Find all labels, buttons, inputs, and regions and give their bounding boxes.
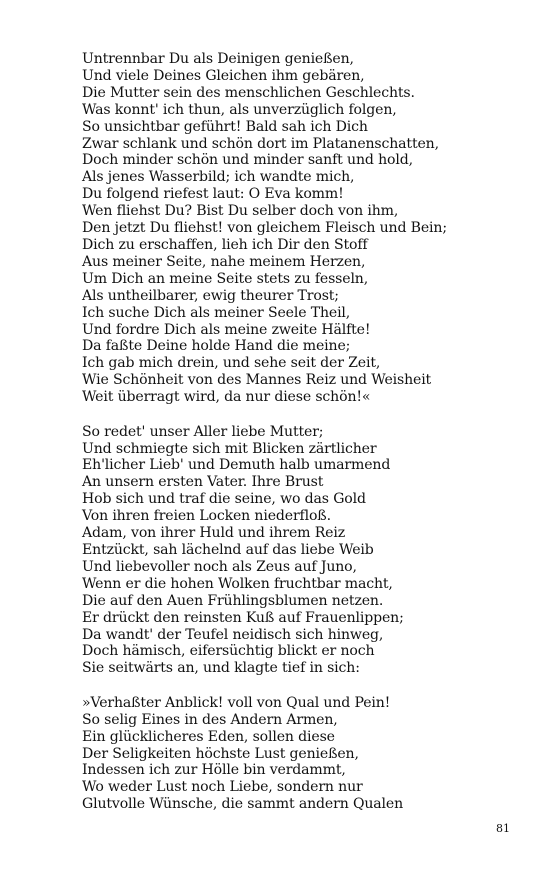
stanza-1 [82, 51, 522, 406]
verse-line: Die auf den Auen Frühlingsblumen netzen. [82, 592, 384, 609]
verse-line: Wen fliehst Du? Bist Du selber doch von ihm, [82, 203, 399, 220]
verse-line: Als jenes Wasserbild; ich wandte mich, [82, 169, 355, 186]
verse-line: Indessen ich zur Hölle bin verdammt, [82, 762, 346, 779]
verse-line: So unsichtbar geführt! Bald sah ich Dich [82, 118, 368, 135]
verse-line: Er drückt den reinsten Kuß auf Frauenlippen; [82, 609, 404, 626]
verse-line: Den jetzt Du fliehst! von gleichem Fleisch und Bein; [82, 220, 447, 237]
poem-text [82, 51, 522, 813]
stanza-2 [82, 424, 522, 678]
verse-line: Ich gab mich drein, und sehe seit der Zeit, [82, 355, 381, 372]
verse-line: Ich suche Dich als meiner Seele Theil, [82, 304, 351, 321]
verse-line: An unsern ersten Vater. Ihre Brust [82, 474, 324, 491]
verse-line: Aus meiner Seite, nahe meinem Herzen, [82, 253, 366, 270]
verse-line: »Verhaßter Anblick! voll von Qual und Pein! [82, 694, 391, 711]
verse-line: Wenn er die hohen Wolken fruchtbar macht, [82, 575, 393, 592]
verse-line: Doch minder schön und minder sanft und hold, [82, 152, 413, 169]
verse-line: Ein glücklicheres Eden, sollen diese [82, 728, 335, 745]
verse-line: Dich zu erschaffen, lieh ich Dir den Stoff [82, 236, 368, 253]
verse-line: So redet' unser Aller liebe Mutter; [82, 423, 324, 440]
stanza-3 [82, 695, 522, 813]
verse-line: Wie Schönheit von des Mannes Reiz und Weisheit [82, 372, 432, 389]
verse-line: Wo weder Lust noch Liebe, sondern nur [82, 779, 363, 796]
verse-line: Und viele Deines Gleichen ihm gebären, [82, 67, 365, 84]
verse-line: Doch hämisch, eifersüchtig blickt er noch [82, 643, 375, 660]
verse-line: Sie seitwärts an, und klagte tief in sich: [82, 660, 360, 677]
verse-line: Du folgend riefest laut: O Eva komm! [82, 186, 344, 203]
verse-line: Da faßte Deine holde Hand die meine; [82, 338, 351, 355]
verse-line: Eh'licher Lieb' und Demuth halb umarmend [82, 457, 391, 474]
verse-line: Und liebevoller noch als Zeus auf Juno, [82, 558, 357, 575]
verse-line: Die Mutter sein des menschlichen Geschlechts. [82, 84, 415, 101]
verse-line: Entzückt, sah lächelnd auf das liebe Weib [82, 541, 374, 558]
verse-line: Der Seligkeiten höchste Lust genießen, [82, 745, 359, 762]
verse-line: Untrennbar Du als Deinigen genießen, [82, 51, 354, 67]
verse-line: Zwar schlank und schön dort im Platanenschatten, [82, 135, 439, 152]
verse-line: Und schmiegte sich mit Blicken zärtlicher [82, 440, 377, 457]
verse-line: Hob sich und traf die seine, wo das Gold [82, 491, 366, 508]
page-number: 81 [496, 822, 510, 835]
verse-line: Von ihren freien Locken niederfloß. [82, 508, 331, 525]
verse-line: Was konnt' ich thun, als unverzüglich folgen, [82, 101, 397, 118]
verse-line: Als untheilbarer, ewig theurer Trost; [82, 287, 339, 304]
verse-line: Weit überragt wird, da nur diese schön!« [82, 389, 371, 406]
verse-line: Um Dich an meine Seite stets zu fesseln, [82, 270, 369, 287]
verse-line: So selig Eines in des Andern Armen, [82, 711, 338, 728]
verse-line: Und fordre Dich als meine zweite Hälfte! [82, 321, 371, 338]
verse-line: Adam, von ihrer Huld und ihrem Reiz [82, 525, 345, 542]
verse-line: Da wandt' der Teufel neidisch sich hinweg, [82, 626, 384, 643]
verse-line: Glutvolle Wünsche, die sammt andern Qualen [82, 796, 404, 813]
